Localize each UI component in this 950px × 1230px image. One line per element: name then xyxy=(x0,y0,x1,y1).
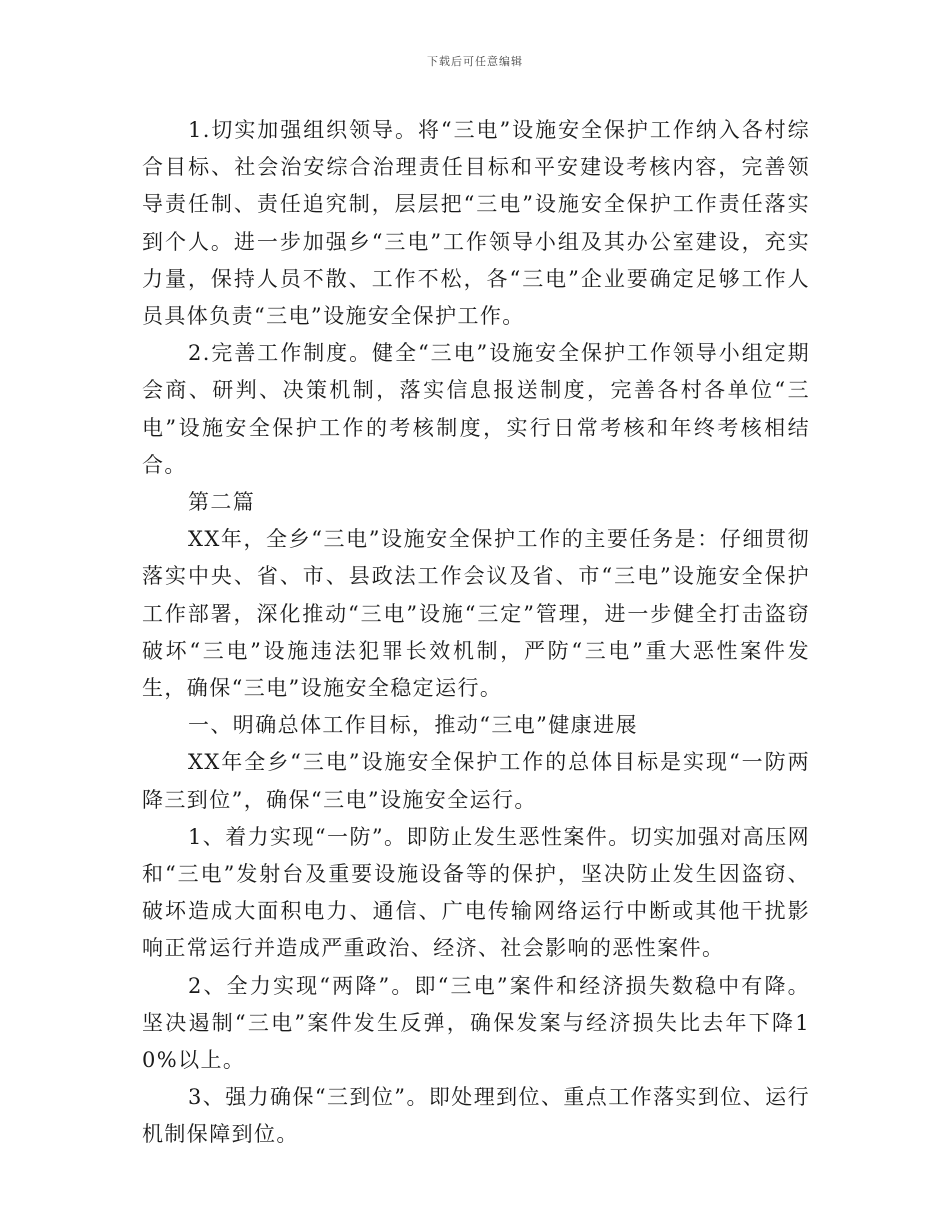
section-heading-goals: 一、明确总体工作目标，推动“三电”健康进展 xyxy=(188,713,638,738)
document-body xyxy=(142,112,810,1154)
paragraph-three-in-place: 3、强力确保“三到位”。即处理到位、重点工作落实到位、运行机制保障到位。 xyxy=(142,1085,810,1147)
paragraph-main-tasks: XX年，全乡“三电”设施安全保护工作的主要任务是：仔细贯彻落实中央、省、市、县政法工作会议及省、市“三电”设施安全保护工作部署，深化推动“三电”设施“三定”管理，进一步健全打击盗窃破坏“三电”设施违法犯罪长效机制，严防“三电”重大恶性案件发生，确保“三电”设施安全稳定运行。 xyxy=(142,527,810,701)
paragraph-org-leadership: 1.切实加强组织领导。将“三电”设施安全保护工作纳入各村综合目标、社会治安综合治理责任目标和平安建设考核内容，完善领导责任制、责任追究制，层层把“三电”设施安全保护工作责任落实到个人。进一步加强乡“三电”工作领导小组及其办公室建设，充实力量，保持人员不散、工作不松，各“三电”企业要确定足够工作人员具体负责“三电”设施安全保护工作。 xyxy=(142,118,810,329)
paragraph-overall-goal: XX年全乡“三电”设施安全保护工作的总体目标是实现“一防两降三到位”，确保“三电”设施安全运行。 xyxy=(142,750,810,812)
paragraph-two-reductions: 2、全力实现“两降”。即“三电”案件和经济损失数稳中有降。坚决遏制“三电”案件发生反弹，确保发案与经济损失比去年下降10%以上。 xyxy=(142,973,810,1073)
section-heading-part-two: 第二篇 xyxy=(188,490,256,515)
page-header: 下载后可任意编辑 xyxy=(427,55,523,68)
paragraph-one-prevention: 1、着力实现“一防”。即防止发生恶性案件。切实加强对高压网和“三电”发射台及重要设施设备等的保护，坚决防止发生因盗窃、破坏造成大面积电力、通信、广电传输网络运行中断或其他干扰影响正常运行并造成严重政治、经济、社会影响的恶性案件。 xyxy=(142,824,810,961)
paragraph-work-system: 2.完善工作制度。健全“三电”设施安全保护工作领导小组定期会商、研判、决策机制，落实信息报送制度，完善各村各单位“三电”设施安全保护工作的考核制度，实行日常考核和年终考核相结合。 xyxy=(142,341,810,477)
